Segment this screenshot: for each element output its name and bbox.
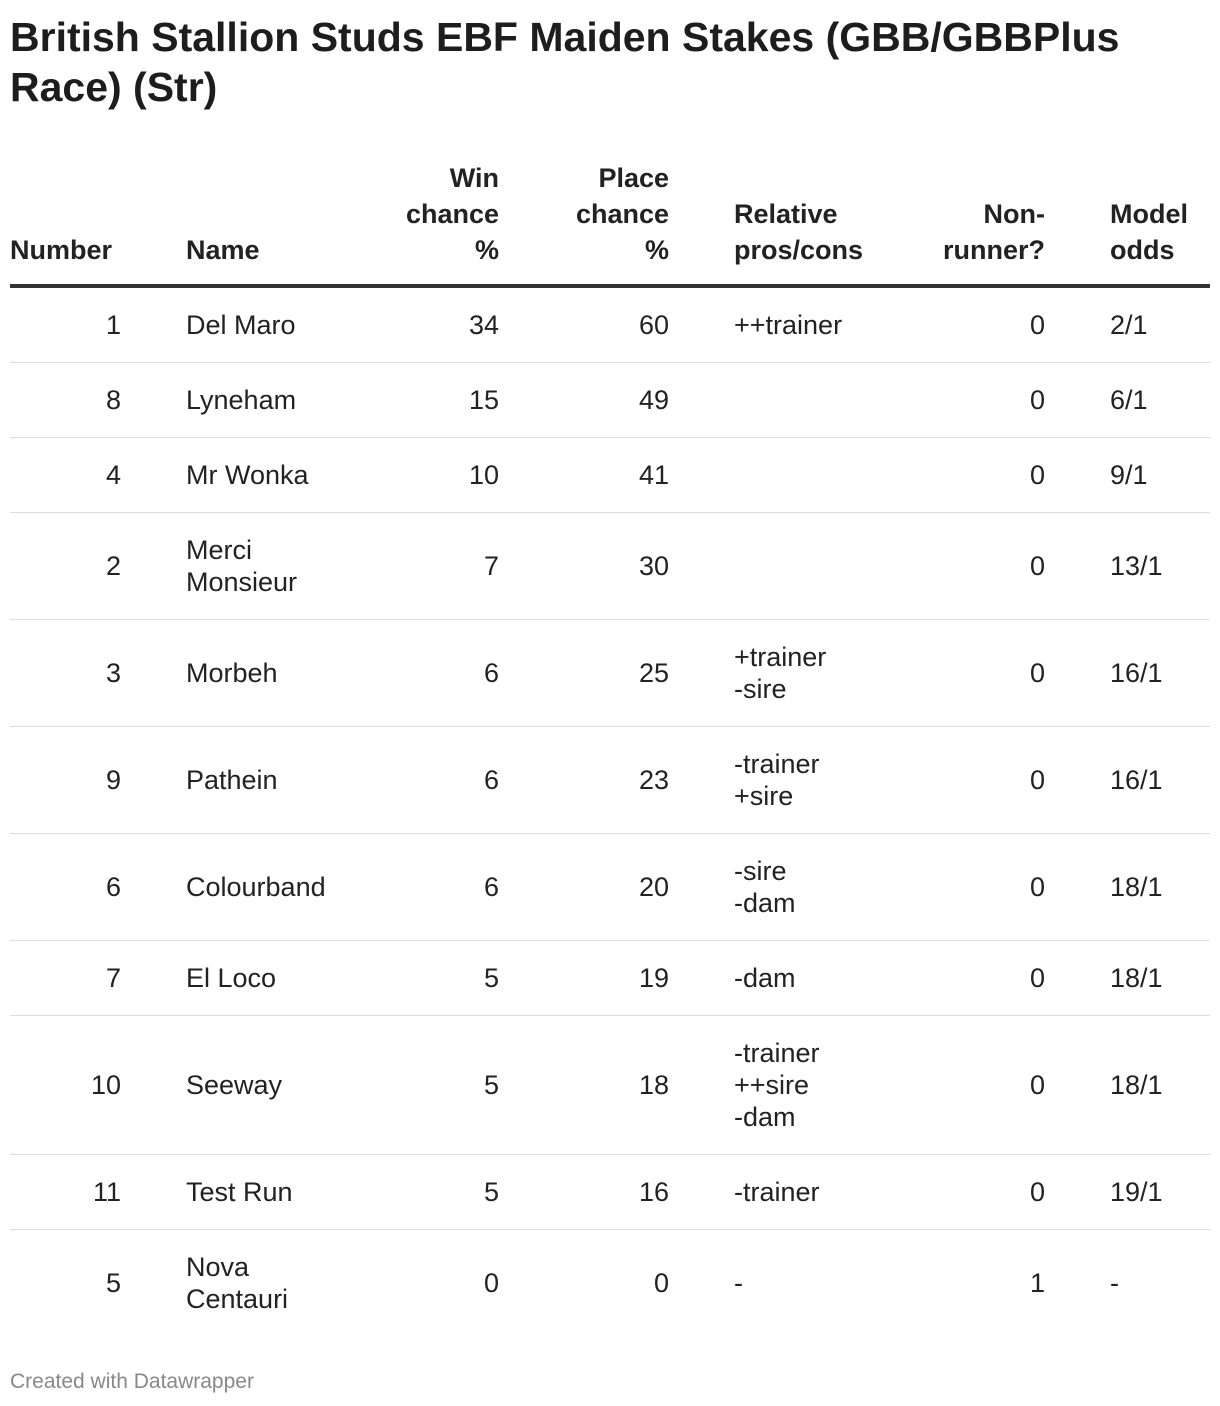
header-row (10, 160, 1210, 286)
table-row (10, 438, 1210, 513)
cell-win-chance: 34 (326, 286, 499, 363)
cell-non-runner: 0 (869, 620, 1045, 727)
header-win-chance[interactable]: Win chance % (326, 160, 499, 286)
cell-number: 3 (10, 620, 186, 727)
cell-win-chance: 7 (326, 513, 499, 620)
cell-non-runner: 0 (869, 834, 1045, 941)
chart-title: British Stallion Studs EBF Maiden Stakes (GBB/GBBPlus Race) (Str) (10, 14, 1120, 110)
table-row (10, 286, 1210, 363)
cell-place-chance: 60 (499, 286, 669, 363)
cell-non-runner: 0 (869, 363, 1045, 438)
race-table (10, 160, 1210, 1336)
cell-name: Test Run (186, 1155, 326, 1230)
cell-name: Nova Centauri (186, 1252, 289, 1314)
cell-pros-cons: -dam (669, 941, 869, 1016)
cell-model-odds: - (1110, 1268, 1119, 1298)
cell-name: Del Maro (186, 286, 326, 363)
cell-name: El Loco (186, 941, 326, 1016)
cell-win-chance: 5 (326, 941, 499, 1016)
cell-place-chance: 19 (499, 941, 669, 1016)
table-row (10, 363, 1210, 438)
cell-model-odds: 2/1 (1045, 286, 1210, 363)
cell-number: 2 (10, 513, 186, 620)
cell-number: 4 (10, 438, 186, 513)
cell-model-odds: 18/1 (1045, 1016, 1210, 1155)
cell-non-runner: 0 (869, 513, 1045, 620)
cell-place-chance: 41 (499, 438, 669, 513)
cell-model-odds: 13/1 (1045, 513, 1210, 620)
cell-place-chance: 25 (499, 620, 669, 727)
cell-non-runner: 0 (869, 1016, 1045, 1155)
cell-model-odds: 18/1 (1045, 941, 1210, 1016)
cell-pros-cons: -trainer (669, 1155, 869, 1230)
cell-win-chance: 10 (326, 438, 499, 513)
cell-place-chance: 49 (499, 363, 669, 438)
cell-non-runner: 0 (869, 941, 1045, 1016)
header-place-chance[interactable]: Place chance % (499, 160, 669, 286)
header-model-odds[interactable]: Model odds (1045, 160, 1210, 286)
cell-number: 9 (10, 727, 186, 834)
cell-name: Lyneham (186, 363, 326, 438)
cell-pros-cons: ++trainer (669, 286, 869, 363)
cell-place-chance: 30 (499, 513, 669, 620)
cell-place-chance: 18 (499, 1016, 669, 1155)
cell-name: Pathein (186, 727, 326, 834)
cell-number: 5 (105, 1268, 121, 1298)
cell-name: Mr Wonka (186, 438, 326, 513)
cell-name: Morbeh (186, 620, 326, 727)
cell-pros-cons (669, 363, 869, 438)
cell-non-runner: 1 (1029, 1268, 1045, 1298)
cell-non-runner: 0 (869, 438, 1045, 513)
header-name[interactable]: Name (186, 160, 326, 286)
cell-non-runner: 0 (869, 286, 1045, 363)
cell-number: 11 (10, 1155, 186, 1230)
datawrapper-credit: Created with Datawrapper (10, 1370, 254, 1393)
cell-win-chance: 6 (326, 834, 499, 941)
cell-number: 10 (10, 1016, 186, 1155)
cell-name: Colourband (186, 834, 326, 941)
header-pros-cons[interactable]: Relative pros/cons (669, 160, 869, 286)
table-row (10, 727, 1210, 834)
cell-win-chance: 5 (326, 1155, 499, 1230)
cell-win-chance: 5 (326, 1016, 499, 1155)
table-row (10, 1230, 1210, 1337)
cell-pros-cons: -trainer ++sire -dam (669, 1016, 869, 1155)
cell-number: 6 (10, 834, 186, 941)
header-non-runner[interactable]: Non- runner? (869, 160, 1045, 286)
cell-model-odds: 6/1 (1045, 363, 1210, 438)
cell-pros-cons: -sire -dam (669, 834, 869, 941)
cell-win-chance: 6 (326, 620, 499, 727)
cell-number: 8 (10, 363, 186, 438)
cell-number: 7 (10, 941, 186, 1016)
cell-name: Seeway (186, 1016, 326, 1155)
cell-pros-cons: - (734, 1268, 743, 1298)
cell-win-chance: 15 (326, 363, 499, 438)
cell-pros-cons (669, 513, 869, 620)
cell-non-runner: 0 (869, 727, 1045, 834)
cell-place-chance: 16 (499, 1155, 669, 1230)
cell-pros-cons: -trainer +sire (669, 727, 869, 834)
cell-model-odds: 16/1 (1045, 620, 1210, 727)
cell-win-chance: 6 (326, 727, 499, 834)
table-row (10, 941, 1210, 1016)
cell-pros-cons: +trainer -sire (669, 620, 869, 727)
cell-number: 1 (10, 286, 186, 363)
table-row (10, 513, 1210, 620)
table-body (10, 286, 1210, 1336)
cell-pros-cons (669, 438, 869, 513)
cell-place-chance: 0 (653, 1268, 669, 1298)
cell-model-odds: 18/1 (1045, 834, 1210, 941)
table-row (10, 1155, 1210, 1230)
cell-place-chance: 20 (499, 834, 669, 941)
table-row (10, 834, 1210, 941)
cell-win-chance: 0 (483, 1268, 499, 1298)
cell-non-runner: 0 (869, 1155, 1045, 1230)
table-row (10, 1016, 1210, 1155)
cell-place-chance: 23 (499, 727, 669, 834)
cell-name: Merci Monsieur (186, 513, 326, 620)
cell-model-odds: 16/1 (1045, 727, 1210, 834)
header-number[interactable]: Number (10, 160, 186, 286)
table-row (10, 620, 1210, 727)
cell-model-odds: 9/1 (1045, 438, 1210, 513)
data-table-container (10, 160, 1210, 1336)
cell-model-odds: 19/1 (1045, 1155, 1210, 1230)
